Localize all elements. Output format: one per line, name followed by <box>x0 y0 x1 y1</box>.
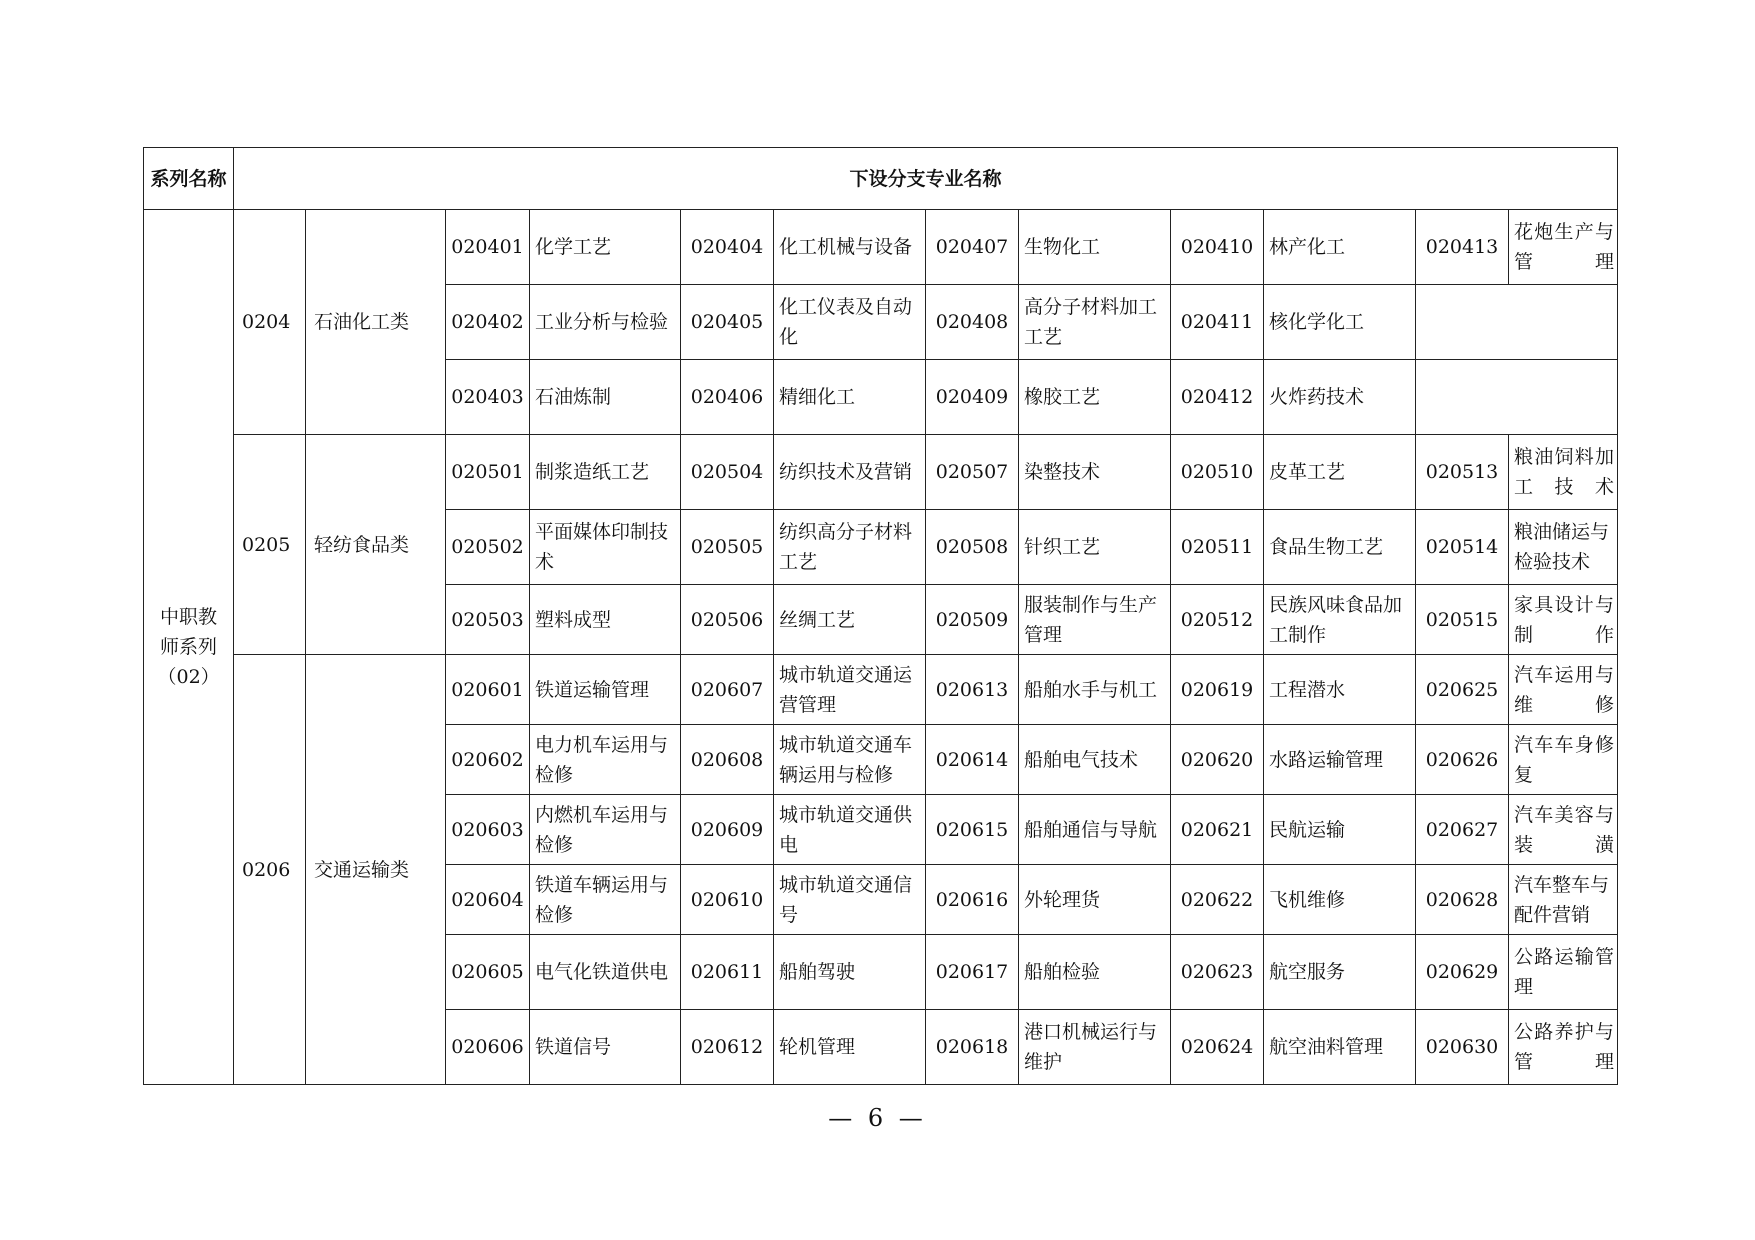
major-name: 平面媒体印制技术 <box>530 510 681 585</box>
category-code: 0204 <box>234 210 306 435</box>
major-name: 航空服务 <box>1264 935 1416 1010</box>
major-name: 航空油料管理 <box>1264 1010 1416 1085</box>
major-name: 民航运输 <box>1264 795 1416 865</box>
category-name: 石油化工类 <box>306 210 446 435</box>
major-code: 020601 <box>446 655 530 725</box>
major-name: 丝绸工艺 <box>774 585 926 655</box>
major-name: 港口机械运行与维护 <box>1019 1010 1171 1085</box>
major-name: 船舶电气技术 <box>1019 725 1171 795</box>
table-row <box>144 435 1618 510</box>
header-sub-major-name: 下设分支专业名称 <box>234 148 1618 210</box>
major-code: 020513 <box>1416 435 1509 510</box>
major-code: 020504 <box>681 435 774 510</box>
major-code: 020615 <box>926 795 1019 865</box>
major-code: 020406 <box>681 360 774 435</box>
major-name: 皮革工艺 <box>1264 435 1416 510</box>
major-name: 林产化工 <box>1264 210 1416 285</box>
major-code: 020413 <box>1416 210 1509 285</box>
series-name-cell <box>144 210 234 1085</box>
major-name: 橡胶工艺 <box>1019 360 1171 435</box>
major-code: 020616 <box>926 865 1019 935</box>
major-name: 化工仪表及自动化 <box>774 285 926 360</box>
major-name: 家具设计与制作 <box>1509 585 1618 655</box>
major-name: 电力机车运用与检修 <box>530 725 681 795</box>
major-code: 020401 <box>446 210 530 285</box>
page-number: — 6 — <box>828 1104 927 1132</box>
major-name: 塑料成型 <box>530 585 681 655</box>
major-code: 020625 <box>1416 655 1509 725</box>
major-name: 染整技术 <box>1019 435 1171 510</box>
major-code: 020603 <box>446 795 530 865</box>
major-code: 020410 <box>1171 210 1264 285</box>
major-code: 020605 <box>446 935 530 1010</box>
category-name: 轻纺食品类 <box>306 435 446 655</box>
major-name: 铁道信号 <box>530 1010 681 1085</box>
major-code: 020602 <box>446 725 530 795</box>
major-name: 针织工艺 <box>1019 510 1171 585</box>
major-name: 飞机维修 <box>1264 865 1416 935</box>
major-name: 纺织高分子材料工艺 <box>774 510 926 585</box>
major-name: 船舶检验 <box>1019 935 1171 1010</box>
category-code: 0205 <box>234 435 306 655</box>
major-code: 020610 <box>681 865 774 935</box>
major-code: 020629 <box>1416 935 1509 1010</box>
major-name: 制浆造纸工艺 <box>530 435 681 510</box>
major-code: 020409 <box>926 360 1019 435</box>
major-code: 020507 <box>926 435 1019 510</box>
major-code: 020630 <box>1416 1010 1509 1085</box>
major-code: 020407 <box>926 210 1019 285</box>
major-code: 020607 <box>681 655 774 725</box>
major-code: 020622 <box>1171 865 1264 935</box>
major-name: 汽车运用与维修 <box>1509 655 1618 725</box>
major-code: 020606 <box>446 1010 530 1085</box>
major-name: 船舶水手与机工 <box>1019 655 1171 725</box>
major-name: 船舶驾驶 <box>774 935 926 1010</box>
header-series-name: 系列名称 <box>144 148 234 210</box>
major-code: 020402 <box>446 285 530 360</box>
major-name: 花炮生产与管理 <box>1509 210 1618 285</box>
major-name: 纺织技术及营销 <box>774 435 926 510</box>
major-name: 城市轨道交通信号 <box>774 865 926 935</box>
major-name: 精细化工 <box>774 360 926 435</box>
major-code: 020514 <box>1416 510 1509 585</box>
major-name: 水路运输管理 <box>1264 725 1416 795</box>
major-code: 020512 <box>1171 585 1264 655</box>
major-name: 城市轨道交通运营管理 <box>774 655 926 725</box>
category-code: 0206 <box>234 655 306 1085</box>
major-code: 020627 <box>1416 795 1509 865</box>
major-code: 020404 <box>681 210 774 285</box>
major-code: 020506 <box>681 585 774 655</box>
major-name: 火炸药技术 <box>1264 360 1416 435</box>
major-code: 020609 <box>681 795 774 865</box>
major-name: 公路运输管理 <box>1509 935 1618 1010</box>
major-name: 轮机管理 <box>774 1010 926 1085</box>
major-code: 020613 <box>926 655 1019 725</box>
major-name: 粮油饲料加工技术 <box>1509 435 1618 510</box>
major-code: 020408 <box>926 285 1019 360</box>
major-name: 粮油储运与检验技术 <box>1509 510 1618 585</box>
table-row <box>144 210 1618 285</box>
major-name: 汽车美容与装潢 <box>1509 795 1618 865</box>
major-name: 城市轨道交通供电 <box>774 795 926 865</box>
major-name: 铁道车辆运用与检修 <box>530 865 681 935</box>
major-name: 食品生物工艺 <box>1264 510 1416 585</box>
major-name: 外轮理货 <box>1019 865 1171 935</box>
major-code: 020411 <box>1171 285 1264 360</box>
major-code: 020614 <box>926 725 1019 795</box>
major-code: 020628 <box>1416 865 1509 935</box>
major-name: 核化学化工 <box>1264 285 1416 360</box>
major-code: 020612 <box>681 1010 774 1085</box>
major-code: 020621 <box>1171 795 1264 865</box>
specialty-table <box>143 147 1618 1085</box>
major-code: 020617 <box>926 935 1019 1010</box>
major-name: 汽车车身修复 <box>1509 725 1618 795</box>
major-name: 民族风味食品加工制作 <box>1264 585 1416 655</box>
table-row <box>144 655 1618 725</box>
major-name: 服装制作与生产管理 <box>1019 585 1171 655</box>
major-code: 020623 <box>1171 935 1264 1010</box>
major-code: 020503 <box>446 585 530 655</box>
major-name: 高分子材料加工工艺 <box>1019 285 1171 360</box>
major-code: 020505 <box>681 510 774 585</box>
major-name: 内燃机车运用与检修 <box>530 795 681 865</box>
major-code: 020403 <box>446 360 530 435</box>
major-name: 汽车整车与配件营销 <box>1509 865 1618 935</box>
major-name: 电气化铁道供电 <box>530 935 681 1010</box>
major-name: 工程潜水 <box>1264 655 1416 725</box>
major-code: 020510 <box>1171 435 1264 510</box>
major-name: 化工机械与设备 <box>774 210 926 285</box>
empty-cell <box>1416 285 1618 360</box>
major-name: 铁道运输管理 <box>530 655 681 725</box>
major-code: 020624 <box>1171 1010 1264 1085</box>
major-code: 020611 <box>681 935 774 1010</box>
major-name: 生物化工 <box>1019 210 1171 285</box>
major-name: 化学工艺 <box>530 210 681 285</box>
major-code: 020608 <box>681 725 774 795</box>
major-name: 工业分析与检验 <box>530 285 681 360</box>
major-code: 020502 <box>446 510 530 585</box>
header-row <box>144 148 1618 210</box>
major-name: 城市轨道交通车辆运用与检修 <box>774 725 926 795</box>
category-name: 交通运输类 <box>306 655 446 1085</box>
major-code: 020501 <box>446 435 530 510</box>
major-code: 020511 <box>1171 510 1264 585</box>
major-code: 020618 <box>926 1010 1019 1085</box>
empty-cell <box>1416 360 1618 435</box>
major-code: 020412 <box>1171 360 1264 435</box>
major-code: 020619 <box>1171 655 1264 725</box>
series-name: 中职教师系列（02） <box>157 606 220 688</box>
major-code: 020626 <box>1416 725 1509 795</box>
major-code: 020515 <box>1416 585 1509 655</box>
major-name: 公路养护与管理 <box>1509 1010 1618 1085</box>
major-code: 020508 <box>926 510 1019 585</box>
major-name: 石油炼制 <box>530 360 681 435</box>
major-code: 020405 <box>681 285 774 360</box>
major-code: 020620 <box>1171 725 1264 795</box>
major-name: 船舶通信与导航 <box>1019 795 1171 865</box>
major-code: 020604 <box>446 865 530 935</box>
major-code: 020509 <box>926 585 1019 655</box>
